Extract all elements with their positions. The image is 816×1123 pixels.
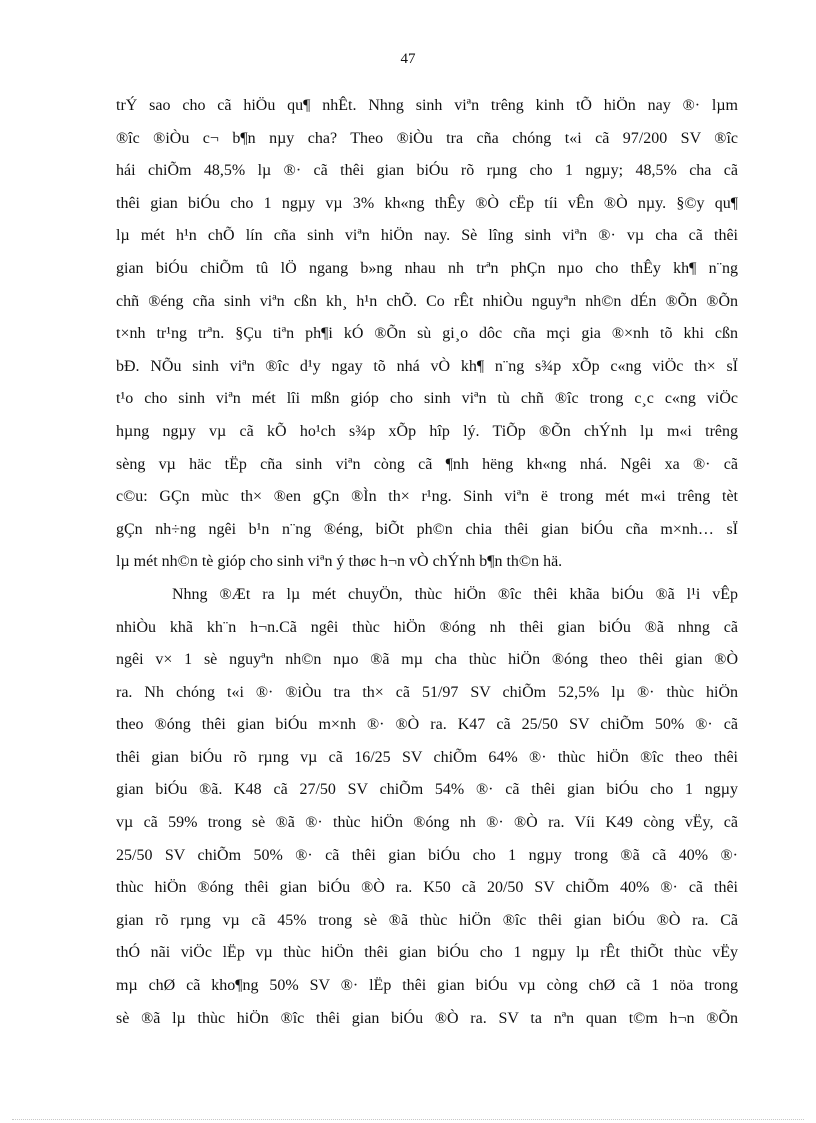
text-line: gÇn nh÷ng ngêi b¹n n¨ng ®éng, biÕt ph©n chia thêi gian biÓu cña m×nh… sÏ <box>116 520 738 538</box>
text-line: gian biÓu chiÕm tû lÖ ngang b»ng nhau nh trªn phÇn nµo cho thÊy kh¶ n¨ng <box>116 259 738 277</box>
text-line: mµ chØ cã kho¶ng 50% SV ®· lËp thêi gian biÓu vµ còng chØ cã 1 nöa trong <box>116 977 738 995</box>
text-line: hái chiÕm 48,5% lµ ®· cã thêi gian biÓu rõ rµng cho 1 ngµy; 48,5% cha cã <box>116 162 738 180</box>
text-line: sè ®ã lµ thùc hiÖn ®îc thêi gian biÓu ®Ò ra. SV ta nªn quan t©m h¬n ®Õn <box>116 1009 738 1027</box>
body-text <box>116 90 738 1035</box>
text-line: thêi gian biÓu cho 1 ngµy vµ 3% kh«ng thÊy ®Ò cËp tíi vÊn ®Ò nµy. §©y qu¶ <box>116 194 738 212</box>
text-line: t¹o cho sinh viªn mét lîi mßn gióp cho sinh viªn tù chñ ®îc trong c¸c c«ng viÖc <box>116 390 738 408</box>
text-line: vµ cã 59% trong sè ®ã ®· thùc hiÖn ®óng nh ®· ®Ò ra. Víi K49 còng vËy, cã <box>116 814 738 832</box>
text-line: thÓ nãi viÖc lËp vµ thùc hiÖn thêi gian biÓu cho 1 ngµy lµ rÊt thiÕt thùc vËy <box>116 944 738 962</box>
text-line: 25/50 SV chiÕm 50% ®· cã thêi gian biÓu cho 1 ngµy trong ®ã cã 40% ®· <box>116 846 738 864</box>
text-line: nhiÒu khã kh¨n h¬n.Cã ngêi thùc hiÖn ®óng nh thêi gian biÓu ®ã nhng cã <box>116 618 738 636</box>
text-line: chñ ®éng cña sinh viªn cßn kh¸ h¹n chÕ. Co rÊt nhiÒu nguyªn nh©n dÉn ®Õn ®Õn <box>116 292 738 310</box>
text-line: thùc hiÖn ®óng thêi gian biÓu ®Ò ra. K50 cã 20/50 SV chiÕm 40% ®· cã thêi <box>116 879 738 897</box>
text-line: bÐ. NÕu sinh viªn ®îc d¹y ngay tõ nhá vÒ kh¶ n¨ng s¾p xÕp c«ng viÖc th× sÏ <box>116 357 738 375</box>
page-number: 47 <box>400 51 416 67</box>
paragraph-1 <box>116 90 738 579</box>
text-line: theo ®óng thêi gian biÓu m×nh ®· ®Ò ra. K47 cã 25/50 SV chiÕm 50% ®· cã <box>116 716 738 734</box>
text-line: lµ mét nh©n tè gióp cho sinh viªn ý thøc h¬n vÒ chÝnh b¶n th©n hä. <box>116 553 563 571</box>
text-line: trÝ sao cho cã hiÖu qu¶ nhÊt. Nhng sinh viªn trêng kinh tÕ hiÖn nay ®· lµm <box>116 97 738 114</box>
text-line: ngêi v× 1 sè nguyªn nh©n nµo ®ã mµ cha thùc hiÖn ®óng theo thêi gian ®Ò <box>116 651 738 669</box>
text-line: ®îc ®iÒu c¬ b¶n nµy cha? Theo ®iÒu tra cña chóng t«i cã 97/200 SV ®îc <box>116 129 738 147</box>
text-line: Nhng ®Æt ra lµ mét chuyÖn, thùc hiÖn ®îc thêi khãa biÓu ®ã l¹i vÊp <box>172 585 738 603</box>
text-line: ra. Nh chóng t«i ®· ®iÒu tra th× cã 51/97 SV chiÕm 52,5% lµ ®· thùc hiÖn <box>116 683 738 701</box>
text-line: gian biÓu ®ã. K48 cã 27/50 SV chiÕm 54% ®· cã thêi gian biÓu cho 1 ngµy <box>116 781 738 799</box>
text-line: thêi gian biÓu rõ rµng vµ cã 16/25 SV chiÕm 64% ®· thùc hiÖn ®îc theo thêi <box>116 748 738 766</box>
text-line: gian rõ rµng vµ cã 45% trong sè ®ã thùc hiÖn ®îc thêi gian biÓu ®Ò ra. Cã <box>116 911 738 929</box>
text-line: hµng ngµy vµ cã kÕ ho¹ch s¾p xÕp hîp lý. TiÕp ®Õn chÝnh lµ m«i trêng <box>116 422 738 440</box>
text-line: sèng vµ häc tËp cña sinh viªn còng cã ¶nh hëng kh«ng nhá. Ngêi xa ®· cã <box>116 455 738 473</box>
paragraph-2 <box>116 579 738 1035</box>
page-bottom-divider <box>12 1119 804 1120</box>
text-line: t×nh tr¹ng trªn. §Çu tiªn ph¶i kÓ ®Õn sù gi¸o dôc cña mçi gia ®×nh tõ khi cßn <box>116 325 738 343</box>
text-line: lµ mét h¹n chÕ lín cña sinh viªn hiÖn nay. Sè lîng sinh viªn ®· vµ cha cã thêi <box>116 227 738 245</box>
text-line: c©u: GÇn mùc th× ®en gÇn ®Ìn th× r¹ng. Sinh viªn ë trong mét m«i trêng tèt <box>116 488 738 506</box>
